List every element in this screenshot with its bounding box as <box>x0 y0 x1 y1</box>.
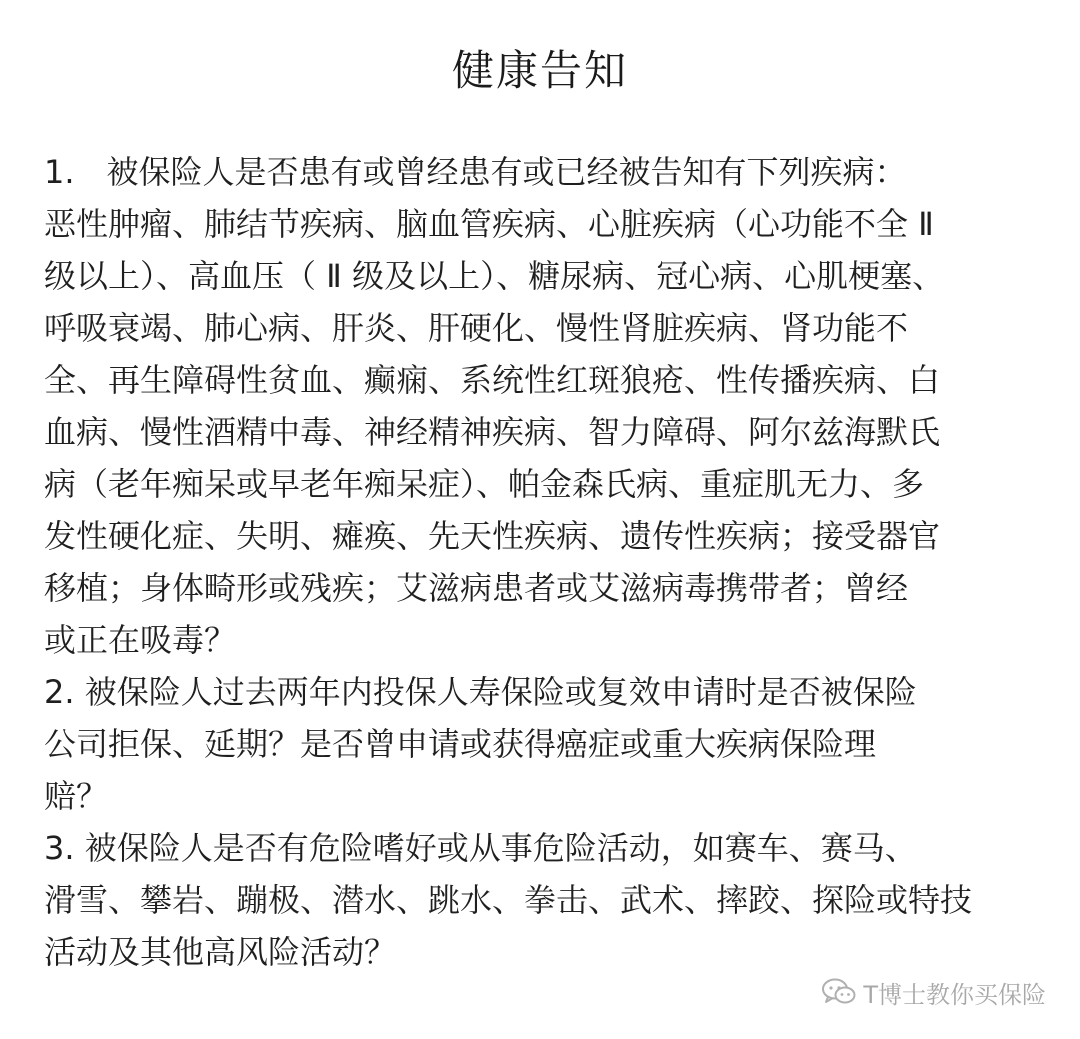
text-line: 活动及其他高风险活动？ <box>44 933 397 971</box>
watermark <box>821 972 1046 1012</box>
health-notice-body <box>44 146 1044 978</box>
text-line: 全、再生障碍性贫血、癫痫、系统性红斑狼疮、性传播疾病、白 <box>44 361 941 399</box>
text-line: 恶性肿瘤、肺结节疾病、脑血管疾病、心脏疾病（心功能不全 Ⅱ <box>44 205 934 243</box>
page-title: 健康告知 <box>451 46 628 95</box>
text-line: 3. 被保险人是否有危险嗜好或从事危险活动，如赛车、赛马、 <box>44 829 917 867</box>
text-line: 滑雪、攀岩、蹦极、潜水、跳水、拳击、武术、摔跤、探险或特技 <box>44 881 973 919</box>
text-line: 或正在吸毒？ <box>44 621 237 659</box>
text-line: 级以上）、高血压（ Ⅱ 级及以上）、糖尿病、冠心病、心肌梗塞、 <box>44 257 945 295</box>
text-line: 发性硬化症、失明、瘫痪、先天性疾病、遗传性疾病；接受器官 <box>44 517 941 555</box>
text-line: 公司拒保、延期？是否曾申请或获得癌症或重大疾病保险理 <box>44 725 877 763</box>
text-line: 血病、慢性酒精中毒、神经精神疾病、智力障碍、阿尔兹海默氏 <box>44 413 941 451</box>
text-line: 呼吸衰竭、肺心病、肝炎、肝硬化、慢性肾脏疾病、肾功能不 <box>44 309 909 347</box>
text-line: 移植；身体畸形或残疾；艾滋病患者或艾滋病毒携带者；曾经 <box>44 569 909 607</box>
text-line: 赔？ <box>44 777 109 815</box>
text-line: 1. 被保险人是否患有或曾经患有或已经被告知有下列疾病： <box>44 153 907 191</box>
watermark-text: T博士教你买保险 <box>863 980 1046 1009</box>
text-line: 病（老年痴呆或早老年痴呆症）、帕金森氏病、重症肌无力、多 <box>44 465 925 503</box>
wechat-icon <box>821 977 857 1007</box>
text-line: 2. 被保险人过去两年内投保人寿保险或复效申请时是否被保险 <box>44 673 917 711</box>
